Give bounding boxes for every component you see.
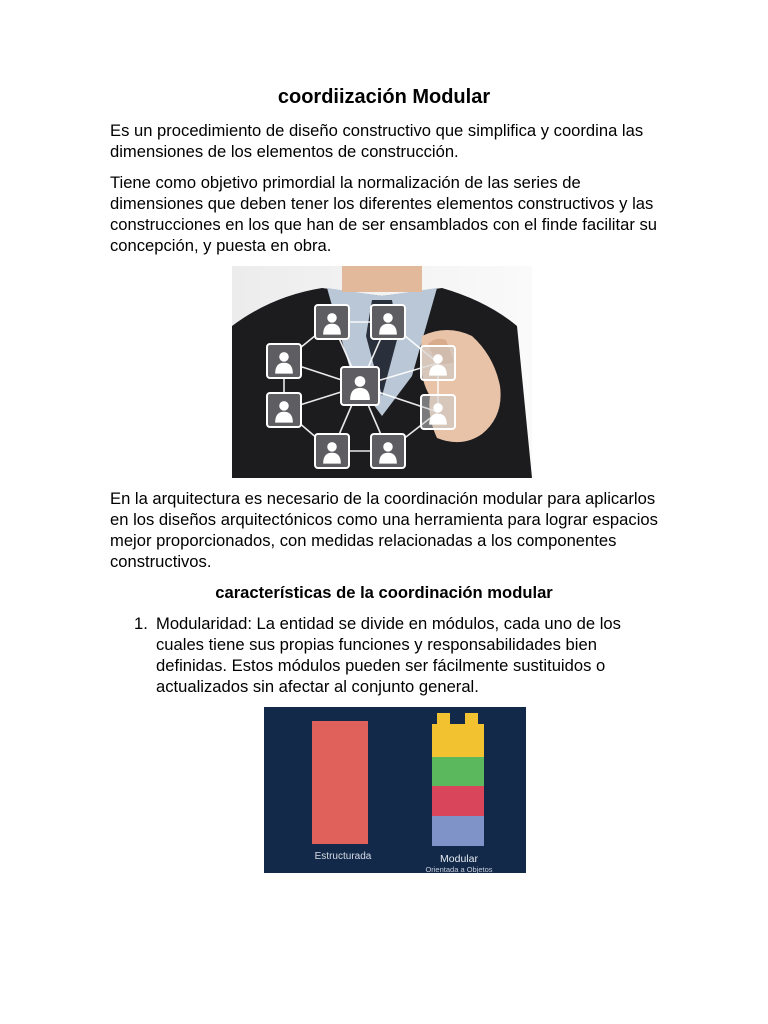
person-node-icon <box>267 344 301 378</box>
person-node-icon <box>371 434 405 468</box>
person-node-icon <box>341 367 379 405</box>
person-node-icon <box>315 305 349 339</box>
objective-paragraph: Tiene como objetivo primordial la normalización de las series de dimensiones que deben tener los diferentes elementos constructivos y las construcciones en los que han de ser ensamblados con el finde facilitar su concepción, y puesta en obra. <box>110 173 657 255</box>
block-knob-right <box>465 713 478 725</box>
block-blue <box>432 816 484 846</box>
list-item <box>128 613 668 697</box>
modular-label: Modular <box>440 853 478 865</box>
list-item-text: Modularidad: La entidad se divide en módulos, cada uno de los cuales tiene sus propias funciones y responsabilidades bien definidas. Estos módulos pueden ser fácilmente sustituidos o actualizados sin afectar al conjunto general. <box>156 614 621 696</box>
architecture-paragraph: En la arquitectura es necesario de la coordinación modular para aplicarlos en los diseños arquitectónicos como una herramienta para lograr espacios mejor proporcionados, con medidas relacionadas a los componentes constructivos. <box>110 489 658 571</box>
network-image <box>232 266 532 478</box>
person-network-icon <box>232 266 532 478</box>
person-node-icon <box>371 305 405 339</box>
block-red <box>432 786 484 816</box>
block-yellow <box>432 724 484 757</box>
block-knob-left <box>437 713 450 725</box>
modular-blocks-illustration <box>264 707 526 873</box>
intro-paragraph: Es un procedimiento de diseño constructivo que simplifica y coordina las dimensiones de los elementos de construcción. <box>110 121 644 161</box>
list-item-number: 1. <box>134 614 148 633</box>
person-node-icon <box>421 346 455 380</box>
block-green <box>432 757 484 786</box>
section-subtitle: características de la coordinación modular <box>215 583 553 602</box>
person-node-icon <box>315 434 349 468</box>
page-title: coordiización Modular <box>277 86 491 108</box>
characteristics-list <box>128 613 668 697</box>
person-node-icon <box>421 395 455 429</box>
structured-bar <box>312 721 368 844</box>
modular-comparison-image <box>264 707 526 873</box>
modular-sublabel: Orientada a Objetos <box>425 865 493 873</box>
person-node-icon <box>267 393 301 427</box>
structured-label: Estructurada <box>314 851 372 862</box>
